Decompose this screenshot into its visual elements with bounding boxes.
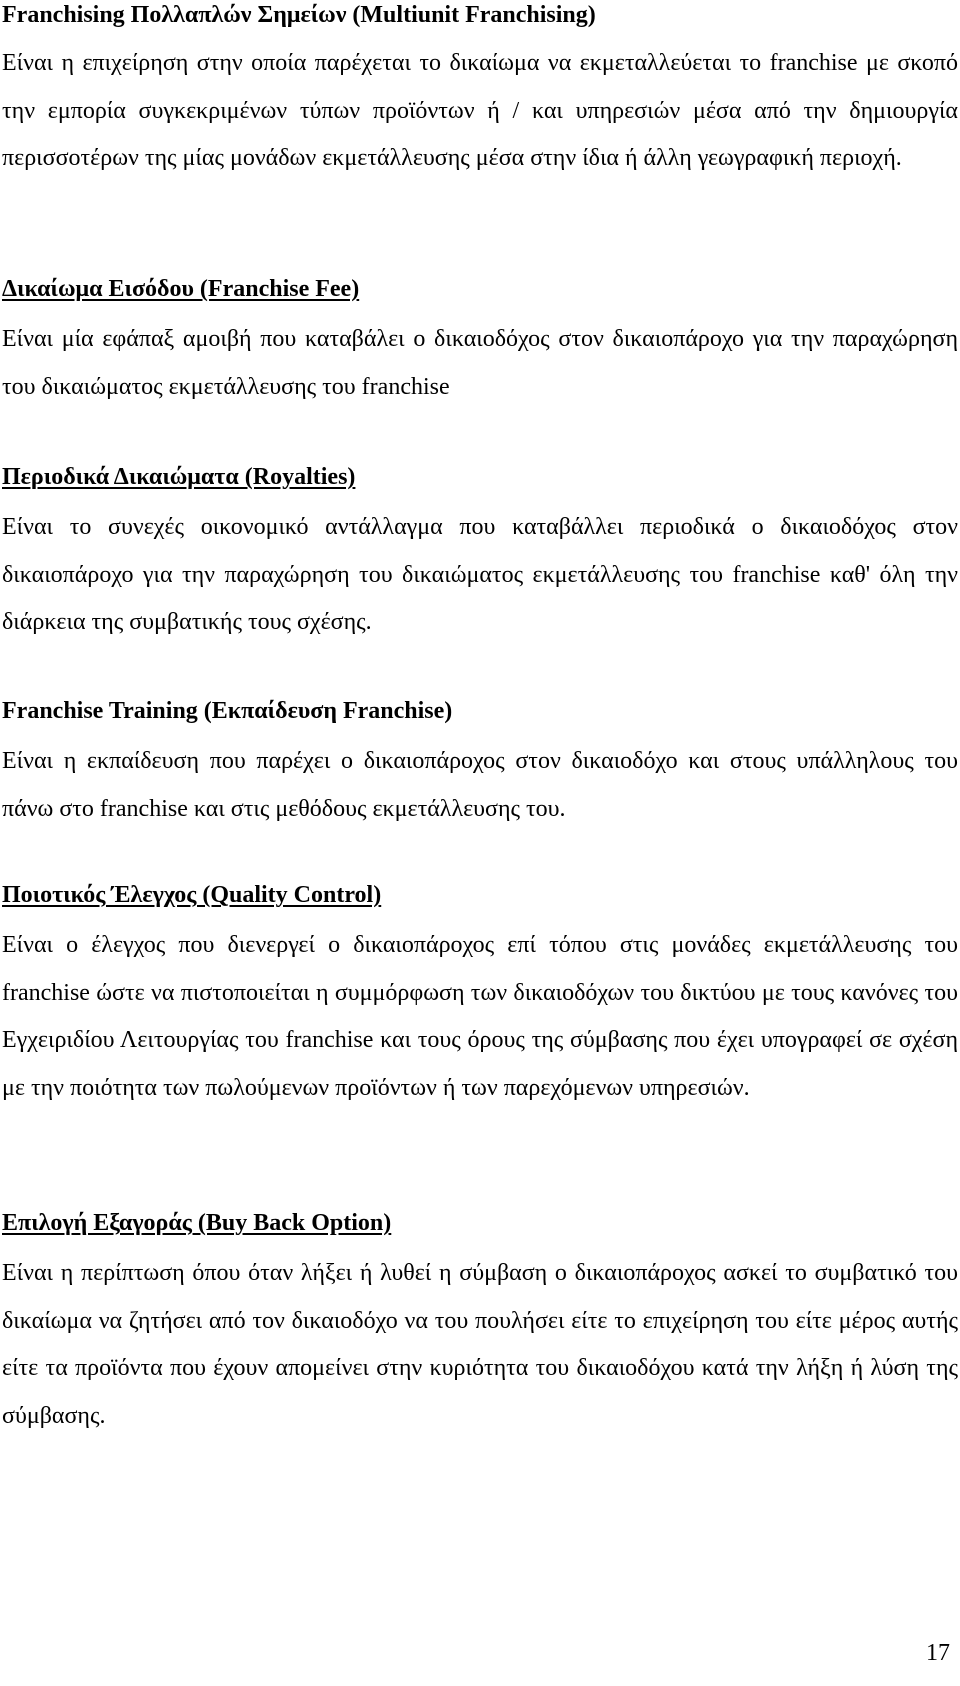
section-quality-control — [2, 880, 958, 1112]
section-heading: Δικαίωμα Εισόδου (Franchise Fee) — [2, 276, 360, 302]
section-heading: Franchising Πολλαπλών Σημείων (Multiunit Franchising) — [2, 2, 596, 28]
section-body: Είναι το συνεχές οικονομικό αντάλλαγμα που καταβάλλει περιοδικά ο δικαιοδόχος στον δικαιοπάροχο για την παραχώρηση του δικαιώματος εκμετάλλευσης του franchise καθ' όλη την διάρκεια της συμβατικής τους σχέσης. — [2, 514, 958, 635]
section-franchise-fee — [2, 274, 958, 411]
section-franchise-training — [2, 696, 958, 833]
section-buy-back-option — [2, 1208, 958, 1440]
section-body: Είναι η εκπαίδευση που παρέχει ο δικαιοπάροχος στον δικαιοδόχο και στους υπάλληλους του πάνω στο franchise και στις μεθόδους εκμετάλλευσης του. — [2, 748, 958, 822]
section-heading: Επιλογή Εξαγοράς (Buy Back Option) — [2, 1210, 392, 1236]
section-body: Είναι μία εφάπαξ αμοιβή που καταβάλει ο δικαιοδόχος στον δικαιοπάροχο για την παραχώρηση του δικαιώματος εκμετάλλευσης του franchise — [2, 326, 958, 400]
section-heading: Περιοδικά Δικαιώματα (Royalties) — [2, 464, 356, 490]
page-number: 17 — [926, 1640, 950, 1666]
section-body: Είναι η περίπτωση όπου όταν λήξει ή λυθεί η σύμβαση ο δικαιοπάροχος ασκεί το συμβατικό του δικαίωμα να ζητήσει από τον δικαιοδόχο να του πουλήσει είτε το επιχείρηση του είτε μέρος αυτής είτε τα προϊόντα που έχουν απομείνει στην κυριότητα του δικαιοδόχου κατά την λήξη ή λύση της σύμβασης. — [2, 1260, 958, 1429]
section-multiunit-franchising — [2, 0, 958, 183]
section-heading: Ποιοτικός Έλεγχος (Quality Control) — [2, 882, 382, 908]
section-body: Είναι ο έλεγχος που διενεργεί ο δικαιοπάροχος επί τόπου στις μονάδες εκμετάλλευσης του franchise ώστε να πιστοποιείται η συμμόρφωση των δικαιοδόχων του δικτύου με τους κανόνες του Εγχειριδίου Λειτουργίας του franchise και τους όρους της σύμβασης που έχει υπογραφεί σε σχέση με την ποιότητα των πωλούμενων προϊόντων ή των παρεχόμενων υπηρεσιών. — [2, 932, 958, 1101]
section-royalties — [2, 462, 958, 647]
section-body: Είναι η επιχείρηση στην οποία παρέχεται το δικαίωμα να εκμεταλλεύεται το franchise με σκοπό την εμπορία συγκεκριμένων τύπων προϊόντων ή / και υπηρεσιών μέσα από την δημιουργία περισσοτέρων της μίας μονάδων εκμετάλλευσης μέσα στην ίδια ή άλλη γεωγραφική περιοχή. — [2, 50, 958, 171]
section-heading: Franchise Training (Εκπαίδευση Franchise) — [2, 698, 453, 724]
